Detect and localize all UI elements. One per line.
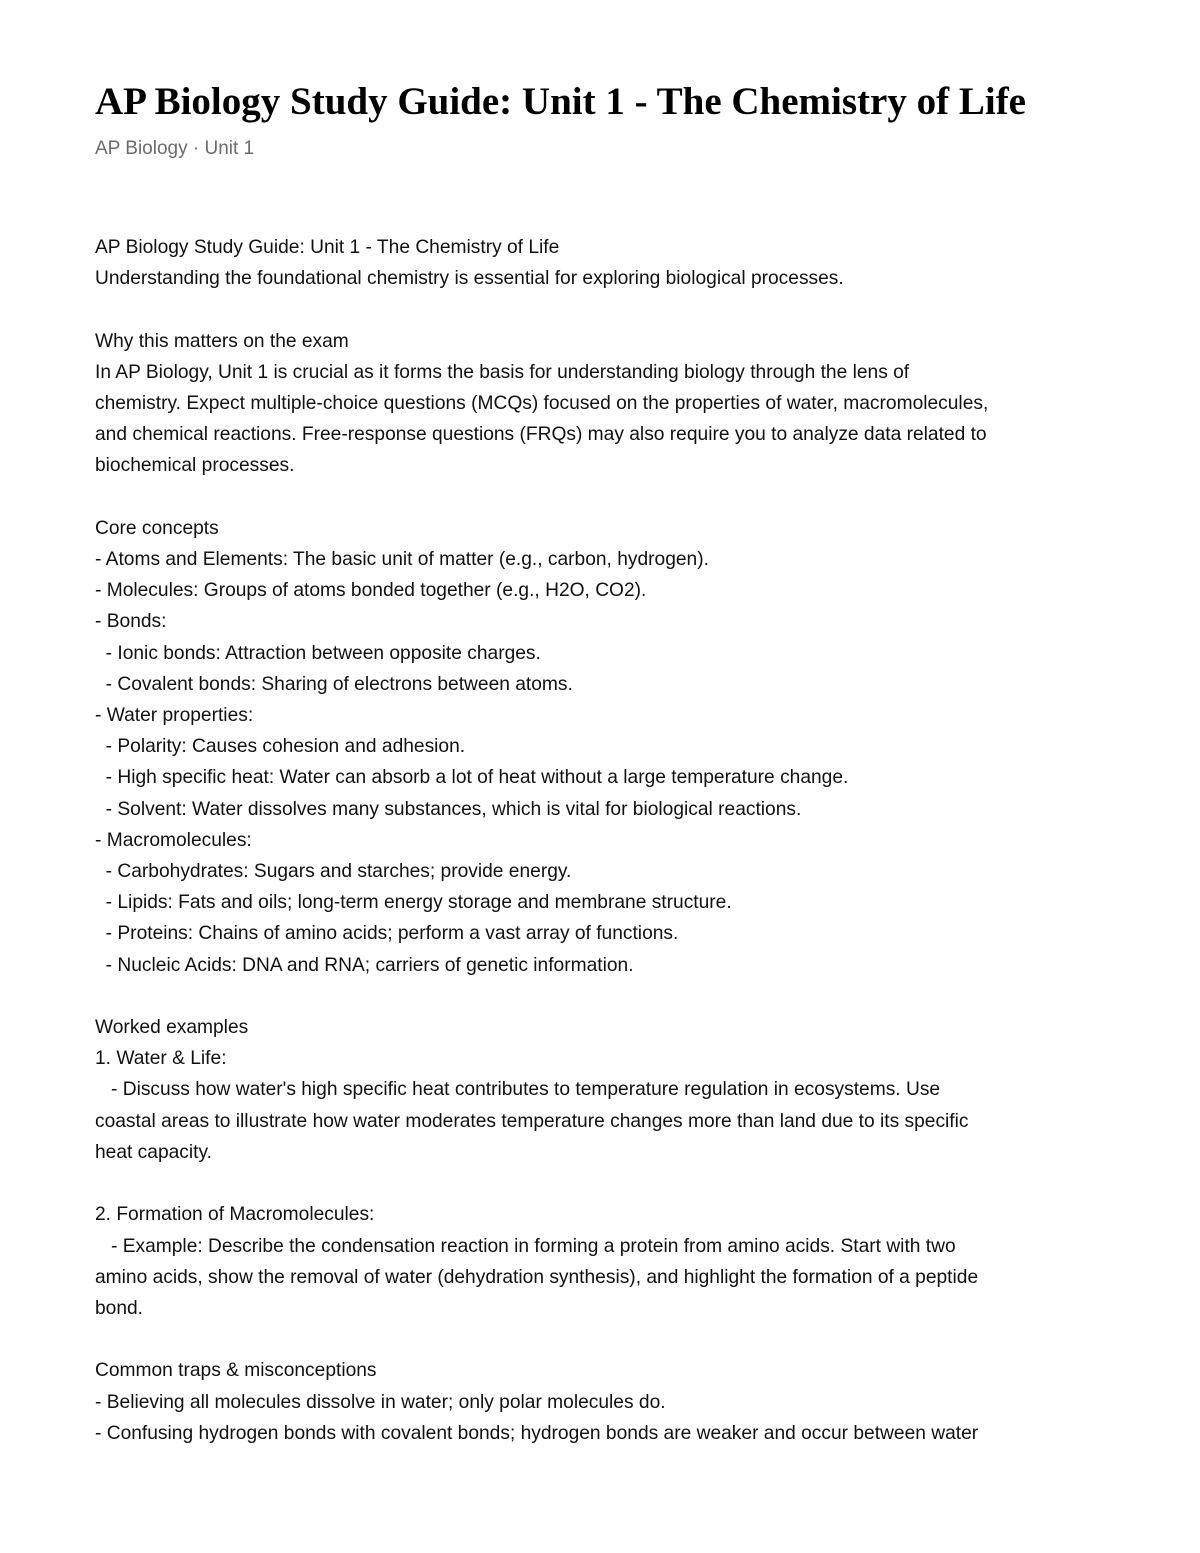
document-subtitle: AP Biology · Unit 1 [95,138,255,159]
document-title: AP Biology Study Guide: Unit 1 - The Chemistry of Life [95,80,1026,123]
document-body: AP Biology Study Guide: Unit 1 - The Chemistry of Life Understanding the foundational chemistry is essential for exploring biological processes. Why this matters on the exam In AP Biology, Unit 1 is crucial as it forms the basis for understanding biology through the lens of chemistry. Expect multiple-choice questions (MCQs) focused on the properties of water, macromolecules, and chemical reactions. Free-response questions (FRQs) may also require you to analyze data related to biochemical processes. Core concepts - Atoms and Elements: The basic unit of matter (e.g., carbon, hydrogen). - Molecules: Groups of atoms bonded together (e.g., H2O, CO2). - Bonds: - Ionic bonds: Attraction between opposite charges. - Covalent bonds: Sharing of electrons between atoms. - Water properties: - Polarity: Causes cohesion and adhesion. - High specific heat: Water can absorb a lot of heat without a large temperature change. - Solvent: Water dissolves many substances, which is vital for biological reactions. - Macromolecules: - Carbohydrates: Sugars and starches; provide energy. - Lipids: Fats and oils; long-term energy storage and membrane structure. - Proteins: Chains of amino acids; perform a vast array of functions. - Nucleic Acids: DNA and RNA; carriers of genetic information. Worked examples 1. Water & Life: - Discuss how water's high specific heat contributes to temperature regulation in ecosystems. Use coastal areas to illustrate how water moderates temperature changes more than land due to its specific heat capacity. 2. Formation of Macromolecules: - Example: Describe the condensation reaction in forming a protein from amino acids. Start with two amino acids, show the removal of water (dehydration synthesis), and highlight the formation of a peptide bond. Common traps & misconceptions - Believing all molecules dissolve in water; only polar molecules do. - Confusing hydrogen bonds with covalent bonds; hydrogen bonds are weaker and occur between water [95,237,989,1444]
